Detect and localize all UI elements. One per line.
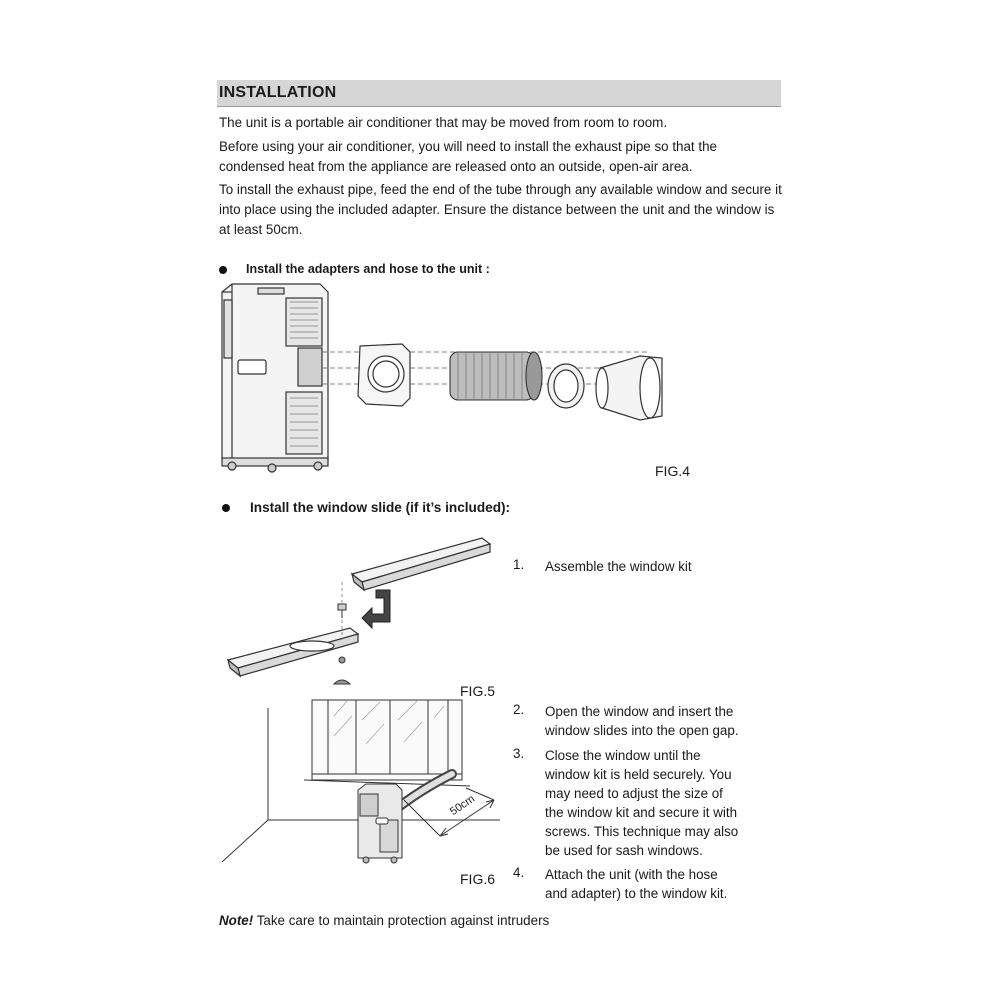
intro-p3-line1: To install the exhaust pipe, feed the end of the tube through any available window and secure it: [219, 182, 782, 197]
step-2-line: Open the window and insert the: [545, 704, 734, 719]
fig6-label: FIG.6: [460, 871, 496, 887]
intro-p3-line2: into place using the included adapter. Ensure the distance between the unit and the window is: [219, 202, 775, 217]
fig5-label: FIG.5: [460, 683, 496, 699]
step-2-text: [545, 702, 765, 740]
step-3-number: 3.: [513, 746, 525, 761]
note-label: Note!: [219, 913, 254, 928]
step-4-number: 4.: [513, 865, 525, 880]
step-3-line: screws. This technique may also: [545, 824, 739, 839]
intro-p2-line1: Before using your air conditioner, you will need to install the exhaust pipe so that the: [219, 139, 717, 154]
step-3-line: Close the window until the: [545, 748, 701, 763]
step-3-line: the window kit and secure it with: [545, 805, 738, 820]
step-1-number: 1.: [513, 557, 525, 572]
fig4-label: FIG.4: [655, 463, 691, 479]
note-text: Take care to maintain protection against intruders: [253, 913, 550, 928]
step-4-line: Attach the unit (with the hose: [545, 867, 718, 882]
step-4-line: and adapter) to the window kit.: [545, 886, 728, 901]
step-4-text: [545, 865, 765, 903]
bullet-adapters: Install the adapters and hose to the unit :: [246, 262, 490, 276]
step-2-line: window slides into the open gap.: [545, 723, 739, 738]
intro-p1-text: The unit is a portable air conditioner that may be moved from room to room.: [219, 115, 668, 130]
step-3-line: window kit is held securely. You: [545, 767, 732, 782]
step-2-number: 2.: [513, 702, 525, 717]
step-1-line: Assemble the window kit: [545, 559, 692, 574]
step-3-text: [545, 746, 765, 860]
intro-p3-line3: at least 50cm.: [219, 222, 303, 237]
bullet-window-slide: Install the window slide (if it’s included):: [250, 500, 511, 515]
step-3-line: be used for sash windows.: [545, 843, 703, 858]
note: [219, 913, 549, 928]
section-title: INSTALLATION: [219, 84, 337, 101]
step-1-text: [545, 557, 765, 576]
intro-p2-line2: condensed heat from the appliance are released onto an outside, open-air area.: [219, 159, 693, 174]
distance-label: 50cm: [448, 792, 478, 818]
step-3-line: may need to adjust the size of: [545, 786, 723, 801]
